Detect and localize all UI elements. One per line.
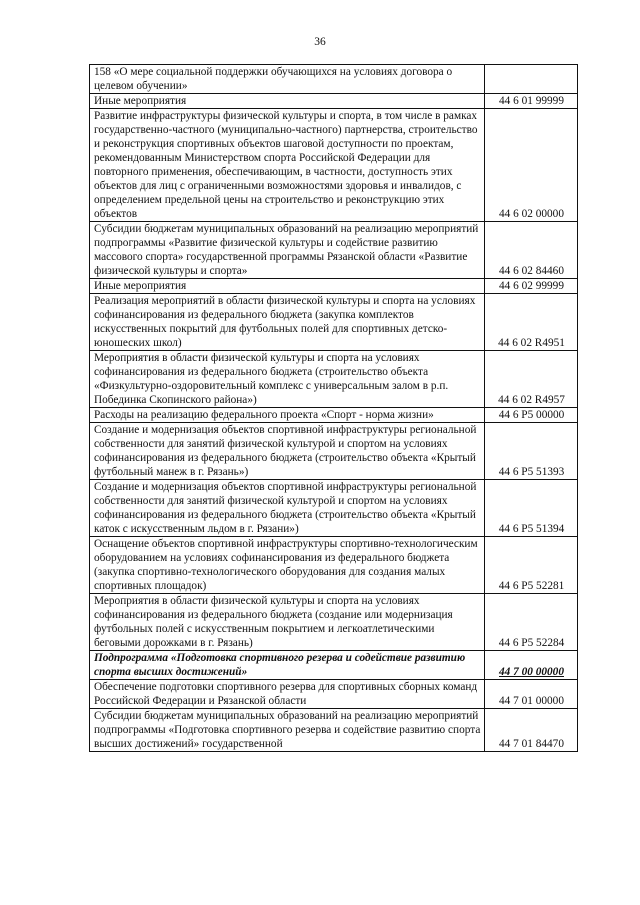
row-code: 44 6 P5 52281: [485, 537, 578, 594]
table-row: [90, 709, 578, 752]
row-name: Реализация мероприятий в области физической культуры и спорта на условиях софинансирования из федерального бюджета (закупка комплектов искусственных покрытий для футбольных полей для спортивных детско-юношеских школ): [90, 294, 485, 351]
subprogram-row: [90, 651, 578, 680]
row-code: 44 6 02 00000: [485, 109, 578, 222]
row-code: 44 7 01 00000: [485, 680, 578, 709]
row-name: Субсидии бюджетам муниципальных образований на реализацию мероприятий подпрограммы «Развитие физической культуры и содействие развитию массового спорта» государственной программы Рязанской области «Развитие физической культуры и спорта»: [90, 222, 485, 279]
row-name: Иные мероприятия: [90, 279, 485, 294]
table-row: [90, 109, 578, 222]
row-code: 44 6 P5 52284: [485, 594, 578, 651]
row-name: Иные мероприятия: [90, 94, 485, 109]
table-row: [90, 94, 578, 109]
row-name: Оснащение объектов спортивной инфраструктуры спортивно-технологическим оборудованием на условиях софинансирования из федерального бюджета (закупка спортивно-технологического оборудования для создания малых спортивных площадок): [90, 537, 485, 594]
subprogram-code: 44 7 00 00000: [485, 651, 578, 680]
subprogram-name: Подпрограмма «Подготовка спортивного резерва и содействие развитию спорта высших достижений»: [90, 651, 485, 680]
row-code: 44 6 P5 00000: [485, 408, 578, 423]
table-row: [90, 351, 578, 408]
budget-classification-table: [89, 64, 578, 752]
row-code: 44 7 01 84470: [485, 709, 578, 752]
table-row: [90, 423, 578, 480]
row-name: 158 «О мере социальной поддержки обучающихся на условиях договора о целевом обучении»: [90, 65, 485, 94]
table-row: [90, 537, 578, 594]
row-code: 44 6 02 99999: [485, 279, 578, 294]
row-name: Субсидии бюджетам муниципальных образований на реализацию мероприятий подпрограммы «Подготовка спортивного резерва и содействие развитию спорта высших достижений» государственной: [90, 709, 485, 752]
table-row: [90, 680, 578, 709]
table-row: [90, 279, 578, 294]
row-code: 44 6 02 R4951: [485, 294, 578, 351]
table-row: [90, 294, 578, 351]
table-row: [90, 480, 578, 537]
table-body: [90, 65, 578, 752]
row-name: Создание и модернизация объектов спортивной инфраструктуры региональной собственности для занятий физической культурой и спортом на условиях софинансирования из федерального бюджета (строительство объекта «Крытый футбольный манеж в г. Рязань»): [90, 423, 485, 480]
row-code: 44 6 02 R4957: [485, 351, 578, 408]
row-code: 44 6 P5 51393: [485, 423, 578, 480]
row-name: Расходы на реализацию федерального проекта «Спорт - норма жизни»: [90, 408, 485, 423]
row-name: Мероприятия в области физической культуры и спорта на условиях софинансирования из федерального бюджета (строительство объекта «Физкультурно-оздоровительный комплекс с универсальным залом в р.п. Побединка Скопинского района»): [90, 351, 485, 408]
table-row: [90, 65, 578, 94]
row-name: Создание и модернизация объектов спортивной инфраструктуры региональной собственности для занятий физической культурой и спортом на условиях софинансирования из федерального бюджета (строительство объекта «Крытый каток с искусственным льдом в г. Рязани»): [90, 480, 485, 537]
table-row: [90, 594, 578, 651]
table-row: [90, 408, 578, 423]
row-name: Развитие инфраструктуры физической культуры и спорта, в том числе в рамках государственно-частного (муниципально-частного) партнерства, строительство и реконструкция спортивных объектов шаговой доступности по проектам, рекомендованным Министерством спорта Российской Федерации для повторного применения, обеспечивающим, в частности, доступность этих объектов для лиц с ограниченными возможностями здоровья и инвалидов, с определением предельной цены на строительство и реконструкцию этих объектов: [90, 109, 485, 222]
row-code: 44 6 02 84460: [485, 222, 578, 279]
row-code: 44 6 P5 51394: [485, 480, 578, 537]
page-number: 36: [314, 36, 326, 48]
row-name: Мероприятия в области физической культуры и спорта на условиях софинансирования из федерального бюджета (создание или модернизация футбольных полей с искусственным покрытием и легкоатлетическими беговыми дорожками в г. Рязань): [90, 594, 485, 651]
row-name: Обеспечение подготовки спортивного резерва для спортивных сборных команд Российской Федерации и Рязанской области: [90, 680, 485, 709]
row-code: [485, 65, 578, 94]
row-code: 44 6 01 99999: [485, 94, 578, 109]
table-row: [90, 222, 578, 279]
